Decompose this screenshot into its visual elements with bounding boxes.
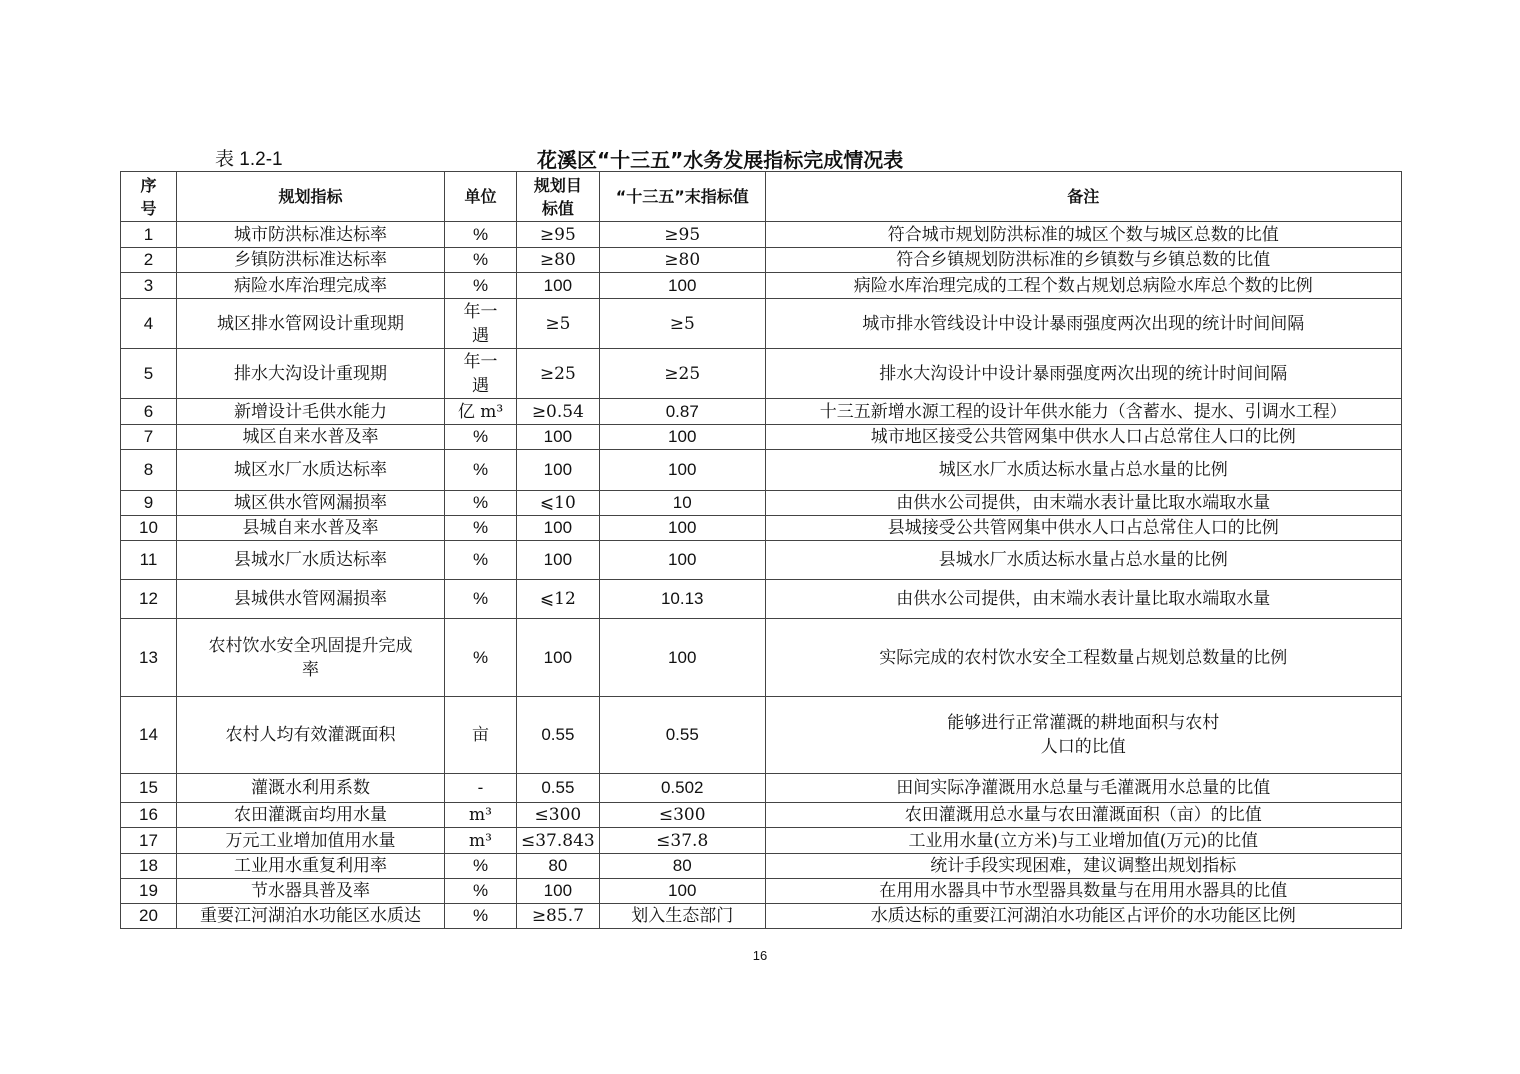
- cell-target: ≥95: [517, 222, 600, 248]
- table-row: [121, 491, 1402, 516]
- table-title: 花溪区“十三五”水务发展指标完成情况表: [537, 148, 904, 172]
- table-row: [121, 904, 1402, 929]
- cell-seq: 7: [121, 425, 177, 450]
- cell-seq: 19: [121, 879, 177, 904]
- cell-actual: 100: [599, 425, 765, 450]
- cell-indicator: 农村饮水安全巩固提升完成率: [177, 619, 445, 697]
- cell-seq: 1: [121, 222, 177, 248]
- cell-remark: 符合乡镇规划防洪标准的乡镇数与乡镇总数的比值: [765, 248, 1401, 273]
- cell-target: 100: [517, 425, 600, 450]
- cell-actual: ≥95: [599, 222, 765, 248]
- cell-remark: 田间实际净灌溉用水总量与毛灌溉用水总量的比值: [765, 774, 1401, 803]
- cell-actual: 10: [599, 491, 765, 516]
- cell-remark: 统计手段实现困难，建议调整出规划指标: [765, 854, 1401, 879]
- cell-seq: 3: [121, 273, 177, 299]
- cell-actual: 100: [599, 450, 765, 491]
- cell-actual: 100: [599, 541, 765, 580]
- table-row: [121, 580, 1402, 619]
- header-actual: “十三五”末指标值: [599, 172, 765, 222]
- cell-indicator: 县城自来水普及率: [177, 516, 445, 541]
- cell-unit: %: [445, 248, 517, 273]
- cell-actual: ≤37.8: [599, 828, 765, 854]
- cell-seq: 18: [121, 854, 177, 879]
- cell-remark: 农田灌溉用总水量与农田灌溉面积（亩）的比值: [765, 803, 1401, 828]
- header-unit: 单位: [445, 172, 517, 222]
- cell-remark: 符合城市规划防洪标准的城区个数与城区总数的比值: [765, 222, 1401, 248]
- cell-seq: 9: [121, 491, 177, 516]
- cell-target: 100: [517, 619, 600, 697]
- cell-remark: 县城水厂水质达标水量占总水量的比例: [765, 541, 1401, 580]
- cell-actual: 0.87: [599, 399, 765, 425]
- cell-actual: 100: [599, 619, 765, 697]
- header-target: 规划目标值: [517, 172, 600, 222]
- cell-actual: ≥25: [599, 349, 765, 399]
- cell-unit: 亿 m³: [445, 399, 517, 425]
- cell-target: ≤300: [517, 803, 600, 828]
- cell-indicator: 排水大沟设计重现期: [177, 349, 445, 399]
- table-row: [121, 879, 1402, 904]
- cell-unit: %: [445, 450, 517, 491]
- cell-indicator: 城区水厂水质达标率: [177, 450, 445, 491]
- table-row: [121, 299, 1402, 349]
- table-row: [121, 399, 1402, 425]
- cell-unit: 亩: [445, 697, 517, 774]
- cell-actual: 0.502: [599, 774, 765, 803]
- table-row: [121, 222, 1402, 248]
- cell-remark: 城市地区接受公共管网集中供水人口占总常住人口的比例: [765, 425, 1401, 450]
- cell-indicator: 工业用水重复利用率: [177, 854, 445, 879]
- cell-unit: %: [445, 619, 517, 697]
- cell-target: ⩽12: [517, 580, 600, 619]
- cell-indicator: 县城供水管网漏损率: [177, 580, 445, 619]
- table-row: [121, 349, 1402, 399]
- cell-indicator: 城区自来水普及率: [177, 425, 445, 450]
- table-row: [121, 854, 1402, 879]
- cell-indicator: 城区供水管网漏损率: [177, 491, 445, 516]
- cell-target: ≥0.54: [517, 399, 600, 425]
- cell-seq: 20: [121, 904, 177, 929]
- cell-actual: 0.55: [599, 697, 765, 774]
- page-number: 16: [752, 948, 768, 963]
- cell-actual: 100: [599, 516, 765, 541]
- cell-indicator: 城区排水管网设计重现期: [177, 299, 445, 349]
- cell-remark: 由供水公司提供，由末端水表计量比取水端取水量: [765, 580, 1401, 619]
- cell-seq: 11: [121, 541, 177, 580]
- cell-seq: 2: [121, 248, 177, 273]
- cell-remark: 病险水库治理完成的工程个数占规划总病险水库总个数的比例: [765, 273, 1401, 299]
- cell-seq: 17: [121, 828, 177, 854]
- cell-remark: 排水大沟设计中设计暴雨强度两次出现的统计时间间隔: [765, 349, 1401, 399]
- cell-target: 100: [517, 879, 600, 904]
- cell-target: 0.55: [517, 697, 600, 774]
- table-number: 表 1.2-1: [215, 149, 283, 170]
- cell-remark: 水质达标的重要江河湖泊水功能区占评价的水功能区比例: [765, 904, 1401, 929]
- cell-target: ≥25: [517, 349, 600, 399]
- cell-remark: 能够进行正常灌溉的耕地面积与农村人口的比值: [765, 697, 1401, 774]
- table-row: [121, 697, 1402, 774]
- cell-unit: %: [445, 580, 517, 619]
- cell-seq: 14: [121, 697, 177, 774]
- cell-seq: 10: [121, 516, 177, 541]
- cell-unit: 年一遇: [445, 299, 517, 349]
- cell-unit: -: [445, 774, 517, 803]
- cell-seq: 16: [121, 803, 177, 828]
- cell-unit: %: [445, 516, 517, 541]
- cell-indicator: 万元工业增加值用水量: [177, 828, 445, 854]
- cell-indicator: 节水器具普及率: [177, 879, 445, 904]
- table-row: [121, 273, 1402, 299]
- header-seq: 序号: [121, 172, 177, 222]
- cell-remark: 工业用水量(立方米)与工业增加值(万元)的比值: [765, 828, 1401, 854]
- table-row: [121, 828, 1402, 854]
- cell-target: ≥85.7: [517, 904, 600, 929]
- cell-actual: ≥5: [599, 299, 765, 349]
- cell-remark: 实际完成的农村饮水安全工程数量占规划总数量的比例: [765, 619, 1401, 697]
- cell-seq: 12: [121, 580, 177, 619]
- cell-actual: 划入生态部门: [599, 904, 765, 929]
- cell-remark: 城市排水管线设计中设计暴雨强度两次出现的统计时间间隔: [765, 299, 1401, 349]
- table-row: [121, 248, 1402, 273]
- header-remark: 备注: [765, 172, 1401, 222]
- cell-indicator: 城市防洪标准达标率: [177, 222, 445, 248]
- table-row: [121, 619, 1402, 697]
- cell-actual: ≥80: [599, 248, 765, 273]
- cell-actual: 100: [599, 273, 765, 299]
- cell-unit: %: [445, 425, 517, 450]
- cell-target: ≥5: [517, 299, 600, 349]
- cell-remark: 十三五新增水源工程的设计年供水能力（含蓄水、提水、引调水工程）: [765, 399, 1401, 425]
- table-row: [121, 450, 1402, 491]
- cell-actual: 100: [599, 879, 765, 904]
- cell-remark: 由供水公司提供，由末端水表计量比取水端取水量: [765, 491, 1401, 516]
- cell-target: ≤37.843: [517, 828, 600, 854]
- table-row: [121, 425, 1402, 450]
- cell-indicator: 县城水厂水质达标率: [177, 541, 445, 580]
- cell-seq: 15: [121, 774, 177, 803]
- cell-seq: 6: [121, 399, 177, 425]
- cell-unit: m³: [445, 803, 517, 828]
- cell-seq: 13: [121, 619, 177, 697]
- cell-unit: %: [445, 879, 517, 904]
- cell-remark: 在用用水器具中节水型器具数量与在用用水器具的比值: [765, 879, 1401, 904]
- cell-unit: %: [445, 541, 517, 580]
- cell-unit: %: [445, 491, 517, 516]
- cell-indicator: 农田灌溉亩均用水量: [177, 803, 445, 828]
- cell-actual: 10.13: [599, 580, 765, 619]
- cell-unit: m³: [445, 828, 517, 854]
- cell-indicator: 灌溉水利用系数: [177, 774, 445, 803]
- cell-target: 0.55: [517, 774, 600, 803]
- cell-target: 100: [517, 541, 600, 580]
- table-row: [121, 541, 1402, 580]
- cell-target: ≥80: [517, 248, 600, 273]
- cell-indicator: 农村人均有效灌溉面积: [177, 697, 445, 774]
- table-body: [121, 222, 1402, 929]
- cell-target: 100: [517, 450, 600, 491]
- cell-unit: %: [445, 904, 517, 929]
- cell-remark: 县城接受公共管网集中供水人口占总常住人口的比例: [765, 516, 1401, 541]
- header-indicator: 规划指标: [177, 172, 445, 222]
- cell-unit: %: [445, 273, 517, 299]
- indicator-table: [120, 171, 1402, 929]
- cell-seq: 4: [121, 299, 177, 349]
- cell-indicator: 重要江河湖泊水功能区水质达: [177, 904, 445, 929]
- cell-target: 100: [517, 516, 600, 541]
- cell-indicator: 乡镇防洪标准达标率: [177, 248, 445, 273]
- cell-seq: 8: [121, 450, 177, 491]
- table-row: [121, 774, 1402, 803]
- cell-indicator: 新增设计毛供水能力: [177, 399, 445, 425]
- cell-target: 80: [517, 854, 600, 879]
- table-row: [121, 803, 1402, 828]
- cell-actual: ≤300: [599, 803, 765, 828]
- cell-seq: 5: [121, 349, 177, 399]
- cell-unit: 年一遇: [445, 349, 517, 399]
- cell-actual: 80: [599, 854, 765, 879]
- cell-unit: %: [445, 222, 517, 248]
- cell-indicator: 病险水库治理完成率: [177, 273, 445, 299]
- cell-remark: 城区水厂水质达标水量占总水量的比例: [765, 450, 1401, 491]
- cell-target: ⩽10: [517, 491, 600, 516]
- cell-target: 100: [517, 273, 600, 299]
- table-row: [121, 516, 1402, 541]
- table-header-row: [121, 172, 1402, 222]
- cell-unit: %: [445, 854, 517, 879]
